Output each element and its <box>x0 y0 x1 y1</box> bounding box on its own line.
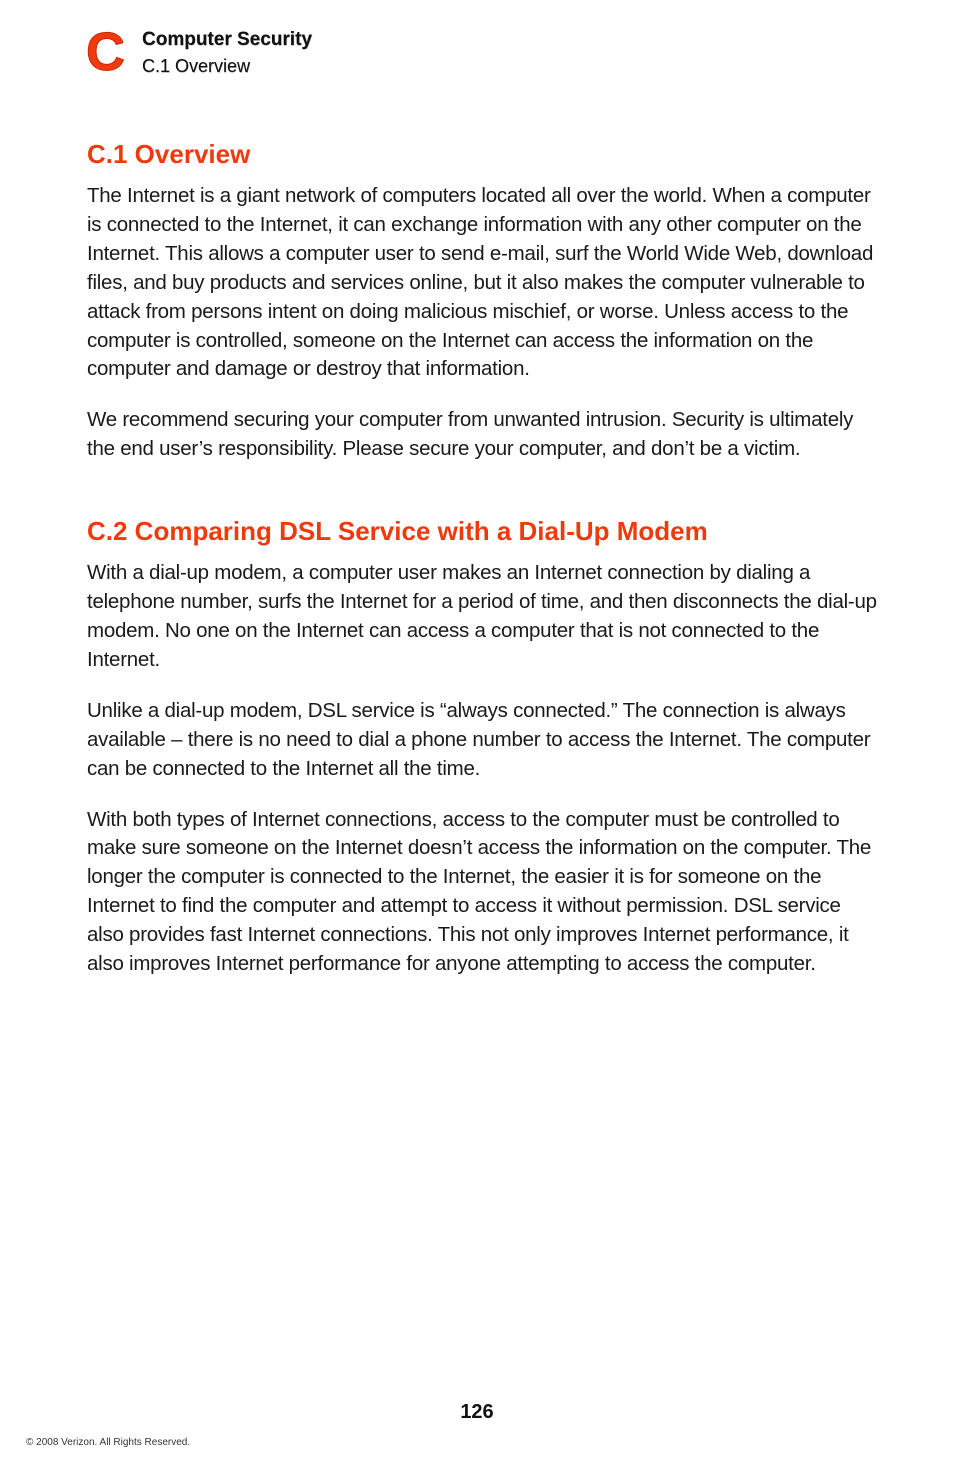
paragraph: Unlike a dial-up modem, DSL service is “always connected.” The connection is always available – there is no need to dial a phone number to access the Internet. The computer can be connected to the Internet all the time. <box>87 698 871 780</box>
section-heading: C.2 Comparing DSL Service with a Dial-Up Modem <box>87 516 708 547</box>
paragraph: With a dial-up modem, a computer user makes an Internet connection by dialing a telephone number, surfs the Internet for a period of time, and then disconnects the dial-up modem. No one on the Internet can access a computer that is not connected to the Internet. <box>87 561 877 671</box>
section-heading: C.1 Overview <box>87 139 251 169</box>
section-dsl-vs-dialup <box>87 513 877 979</box>
paragraph: With both types of Internet connections, access to the computer must be controlled to make sure someone on the Internet doesn’t access the information on the computer. The longer the computer is connected to the Internet, the easier it is for someone on the Internet to find the computer and attempt to access it without permission. DSL service also provides fast Internet connections. This not only improves Internet performance, it also improves Internet performance for anyone attempting to access the computer. <box>87 807 872 976</box>
paragraph: The Internet is a giant network of computers located all over the world. When a computer is connected to the Internet, it can exchange information with any other computer on the Internet. This allows a computer user to send e-mail, surf the World Wide Web, download files, and buy products and services online, but it also makes the computer vulnerable to attack from persons intent on doing malicious mischief, or worse. Unless access to the computer is controlled, someone on the Internet can access the information on the computer and damage or destroy that information. <box>87 184 874 381</box>
section-overview <box>87 136 877 464</box>
page-number: 126 <box>460 1401 494 1423</box>
main-content <box>87 136 877 1001</box>
paragraph: We recommend securing your computer from unwanted intrusion. Security is ultimately the end user’s responsibility. Please secure your computer, and don’t be a victim. <box>87 408 854 461</box>
chapter-title: Computer Security <box>142 29 312 50</box>
copyright-notice: © 2008 Verizon. All Rights Reserved. <box>26 1437 191 1448</box>
chapter-letter-badge: C <box>86 22 123 82</box>
section-breadcrumb: C.1 Overview <box>142 56 251 76</box>
